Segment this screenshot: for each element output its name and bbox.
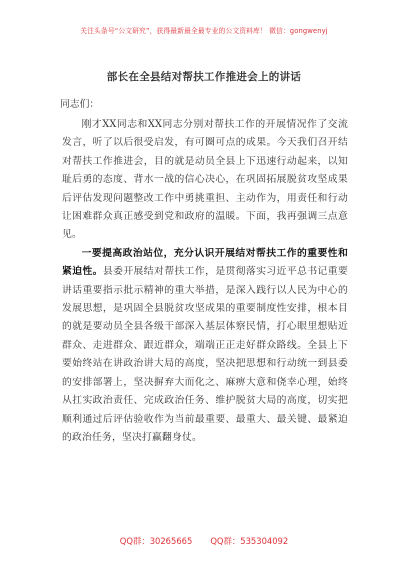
document-body: [62, 116, 348, 447]
paragraph-text: 县委开展结对帮扶工作，是贯彻落实习近平总书记重要讲话重要指示批示精神的重大举措，是深入践行以人民为中心的发展思想，是巩固全县脱贫攻坚成果的重要制度性安排，根本目的就是要动员全县各级干部深入基层体察民情，打心眼里想贴近群众、走进群众、跟近群众，端端正正走好群众路线。全县上下要始终站在讲政治讲大局的高度，坚决把思想和行动统一到县委的安排部署上，坚决摒弃大而化之、麻痹大意和侥幸心理，始终从扛实政治责任、完成政治任务、维护脱贫大局的高度，切实把顺利通过后评估验收作为当前最重要、最重大、最关键、最紧迫的政治任务，坚决打赢翻身仗。: [62, 266, 348, 443]
document-title: 部长在全县结对帮扶工作推进会上的讲话: [106, 71, 302, 83]
salutation: 同志们：: [60, 99, 100, 110]
paragraph-intro: [62, 116, 348, 245]
footer-qq-groups: [0, 535, 408, 547]
paragraph-text: 刚才XX同志和XX同志分别对帮扶工作的开展情况作了交流发言，听了以后很受启发，有可圈可点的成果。今天我们召开结对帮扶工作推进会，目的就是动员全县上下迅速行动起来，以知耻后勇的态度、背水一战的信心决心，在巩固拓展脱贫攻坚成果后评估发现问题整改工作中勇挑重担、主动作为，用责任和行动让困难群众真正感受到党和政府的温暖。下面，我再强调三点意见。: [62, 119, 348, 241]
paragraph-point-one: [62, 245, 348, 447]
paragraph-lead: 一要提高政治站位，充分认识开展结对帮扶工作的重要性和紧迫性。: [62, 247, 348, 278]
header-banner: 关注头条号“公文研究”，获得最新最全最专业的公文资料库！ 微信：gongwenyj: [80, 27, 328, 35]
qq-group-2: QQ群：535304092: [210, 536, 289, 546]
qq-group-1: QQ群：30265665: [119, 536, 193, 546]
